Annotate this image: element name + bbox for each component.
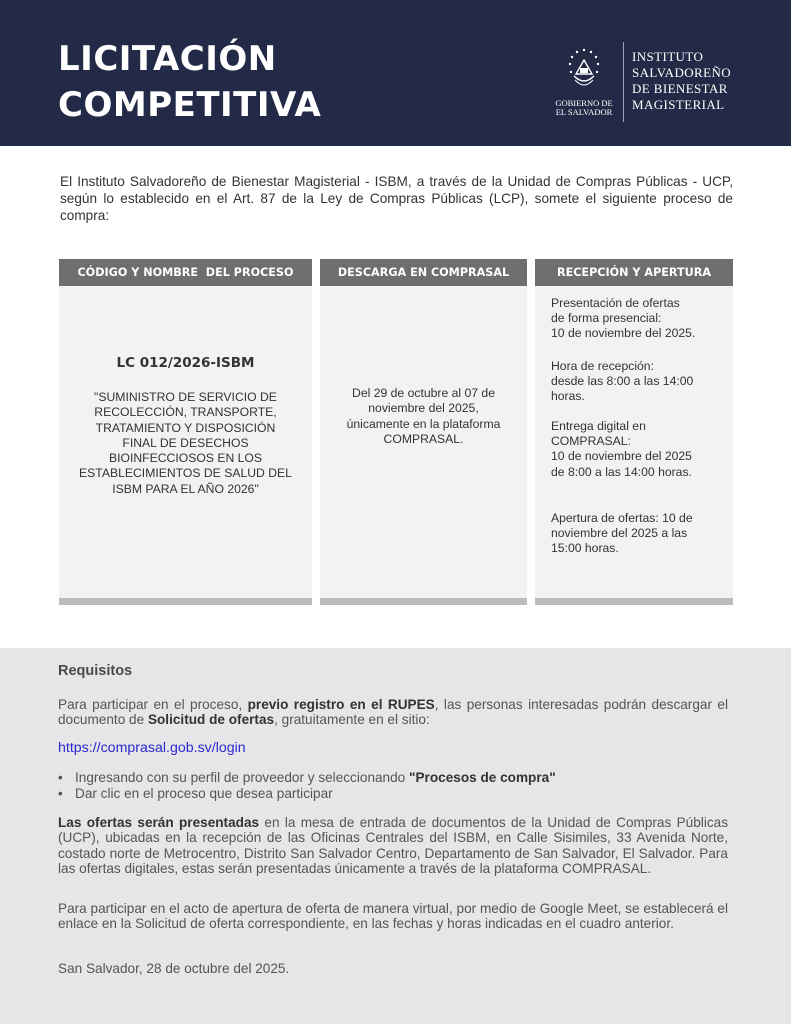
description-line: ESTABLECIMIENTOS DE SALUD DEL <box>79 466 292 481</box>
text-segment: , las personas interesadas podrán descargar el documento de <box>58 697 728 728</box>
column-footer-bar <box>59 598 312 605</box>
instructions-list <box>58 770 556 801</box>
title-line-2: COMPETITIVA <box>58 85 322 125</box>
header-banner <box>0 0 791 146</box>
description-line: RECOLECCIÓN, TRANSPORTE, <box>94 405 277 420</box>
list-item <box>58 770 556 786</box>
download-line: COMPRASAL. <box>383 431 464 446</box>
download-period <box>330 386 517 447</box>
bullet-icon: • <box>58 785 63 801</box>
download-line: únicamente en la plataforma <box>346 416 501 431</box>
government-label-line-2: EL SALVADOR <box>555 107 613 117</box>
reception-line: noviembre del 2025 a las <box>551 526 688 541</box>
title-line-1: LICITACIÓN <box>58 39 277 79</box>
opening-time <box>551 511 726 557</box>
institute-line: INSTITUTO <box>632 49 704 64</box>
reception-in-person <box>551 296 726 342</box>
institute-line: SALVADOREÑO <box>632 65 732 80</box>
reception-line: de forma presencial: <box>551 311 662 326</box>
government-label <box>548 99 620 117</box>
reception-line: desde las 8:00 a las 14:00 <box>551 374 694 389</box>
solicitud-emphasis: Solicitud de ofertas <box>147 712 275 728</box>
reception-digital <box>551 419 726 480</box>
requirements-paragraph <box>58 697 728 728</box>
column-header-reception: RECEPCIÓN Y APERTURA <box>535 259 733 286</box>
description-line: "SUMINISTRO DE SERVICIO DE <box>94 390 277 404</box>
column-footer-bar <box>535 598 733 605</box>
process-description <box>76 390 295 497</box>
column-footer-bar <box>320 598 527 605</box>
rupes-emphasis: previo registro en el RUPES <box>247 697 435 712</box>
institute-line: MAGISTERIAL <box>632 97 725 112</box>
reception-line: Hora de recepción: <box>551 359 654 373</box>
list-item <box>58 786 556 802</box>
reception-line: de 8:00 a las 14:00 horas. <box>551 464 692 479</box>
reception-line: 15:00 horas. <box>551 541 619 556</box>
column-header-process: CÓDIGO Y NOMBRE DEL PROCESO <box>59 259 312 286</box>
text-segment: en la mesa de entrada de documentos de la Unidad de Compras Públicas (UCP), ubicadas en la recepción de las Oficinas Centrales del ISBM, en Calle Sisimiles, 33 Avenida Norte, costado norte de Metrocentro, Distrito San Salvador Centro, Departamento de San Salvador, El Salvador. Para las ofertas digitales, estas serán presentadas únicamente a través de la plataforma COMPRASAL. <box>58 815 728 877</box>
description-line: BIOINFECCIOSOS EN LOS <box>108 451 263 466</box>
institute-line: DE BIENESTAR <box>632 81 728 96</box>
document-date: San Salvador, 28 de octubre del 2025. <box>58 961 290 976</box>
reception-line: 10 de noviembre del 2025 <box>551 449 692 464</box>
reception-line: Entrega digital en <box>551 419 646 433</box>
institute-name <box>632 49 731 113</box>
text-segment: Ingresando con su perfil de proveedor y seleccionando <box>75 770 410 785</box>
reception-line: horas. <box>551 389 585 404</box>
el-salvador-coat-of-arms-icon <box>556 46 612 94</box>
column-header-download: DESCARGA EN COMPRASAL <box>320 259 527 286</box>
text-segment: Dar clic en el proceso que desea participar <box>75 785 333 801</box>
logo-divider <box>623 42 624 122</box>
description-line: ISBM PARA EL AÑO 2026" <box>112 481 259 496</box>
reception-line: Presentación de ofertas <box>551 296 680 310</box>
description-line: TRATAMIENTO Y DISPOSICIÓN <box>95 420 276 435</box>
reception-hours <box>551 359 726 405</box>
download-line: noviembre del 2025, <box>368 401 479 416</box>
download-line: Del 29 de octubre al 07 de <box>352 386 495 400</box>
procesos-emphasis: "Procesos de compra" <box>409 770 556 785</box>
bullet-icon: • <box>58 770 63 785</box>
description-line: FINAL DE DESECHOS <box>122 435 249 450</box>
submission-emphasis: Las ofertas serán presentadas <box>58 815 260 830</box>
reception-line: Apertura de ofertas: 10 de <box>551 511 693 525</box>
submission-paragraph <box>58 815 728 877</box>
requirements-title: Requisitos <box>58 663 133 679</box>
reception-line: COMPRASAL: <box>551 434 631 449</box>
text-segment: , gratuitamente en el sitio: <box>274 712 430 728</box>
page-title <box>58 36 321 128</box>
intro-paragraph: El Instituto Salvadoreño de Bienestar Magisterial - ISBM, a través de la Unidad de Compras Públicas - UCP, según lo establecido en el Art. 87 de la Ley de Compras Públicas (LCP), somete el siguiente proceso de compra: <box>60 174 733 223</box>
text-segment: Para participar en el proceso, <box>58 697 248 712</box>
comprasal-link[interactable]: https://comprasal.gob.sv/login <box>58 740 246 756</box>
reception-line: 10 de noviembre del 2025. <box>551 326 696 341</box>
process-code: LC 012/2026-ISBM <box>116 355 255 371</box>
virtual-opening-paragraph: Para participar en el acto de apertura de oferta de manera virtual, por medio de Google Meet, se establecerá el enlace en la Solicitud de oferta correspondiente, en las fechas y horas indicadas en el cuadro anterior. <box>58 901 728 932</box>
government-label-line-1: GOBIERNO DE <box>555 98 613 108</box>
